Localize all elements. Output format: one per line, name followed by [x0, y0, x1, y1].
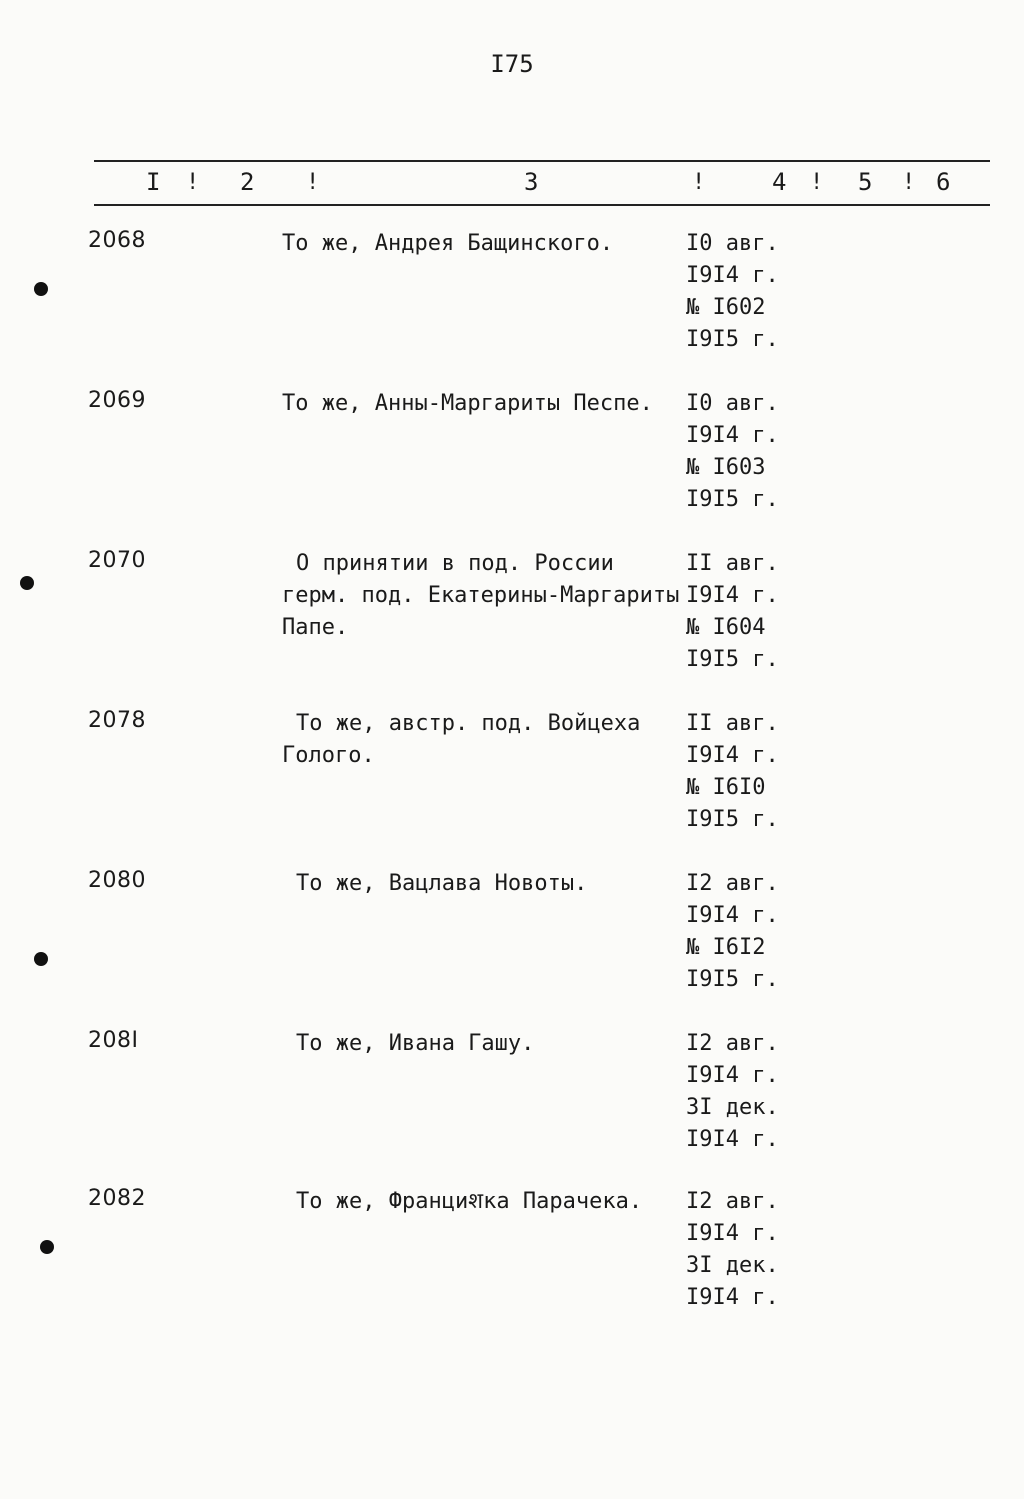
record-date-line: II авг. [686, 711, 779, 736]
record-date-line: I9I5 г. [686, 327, 779, 352]
record-dates [686, 708, 779, 836]
punch-hole-mark [20, 576, 34, 590]
record-date-line: I2 авг. [686, 871, 779, 896]
record-date-line: I9I4 г. [686, 743, 779, 768]
record-date-line: I2 авг. [686, 1031, 779, 1056]
record-title [282, 708, 682, 772]
record-date-line: I9I4 г. [686, 1285, 779, 1310]
punch-hole-mark [34, 282, 48, 296]
col-separator: ! [186, 170, 200, 195]
record-date-line: № I603 [686, 455, 766, 480]
record-number: 208I [88, 1028, 139, 1053]
table-top-rule [94, 160, 990, 162]
record-dates [686, 1028, 779, 1156]
record-dates [686, 1186, 779, 1314]
record-date-line: I9I5 г. [686, 647, 779, 672]
record-title-line: То же, Вацлава Новоты. [296, 871, 588, 896]
table-row [0, 388, 1024, 528]
record-date-line: № I604 [686, 615, 766, 640]
col-header-4: 4 [772, 168, 787, 196]
table-row [0, 708, 1024, 848]
record-date-line: I0 авг. [686, 391, 779, 416]
record-title-line: То же, австр. под. Войцеха [296, 711, 641, 736]
record-dates [686, 228, 779, 356]
record-dates [686, 548, 779, 676]
record-title [282, 228, 682, 260]
punch-hole-mark [34, 952, 48, 966]
record-date-line: № I602 [686, 295, 766, 320]
record-number: 2068 [88, 228, 146, 253]
page-number: I75 [490, 50, 534, 78]
record-title [282, 1028, 682, 1060]
col-header-5: 5 [858, 168, 873, 196]
col-separator: ! [306, 170, 320, 195]
record-title-line: То же, Ивана Гашу. [296, 1031, 535, 1056]
record-number: 2070 [88, 548, 146, 573]
record-date-line: I9I5 г. [686, 967, 779, 992]
record-title [282, 388, 682, 420]
record-date-line: I9I4 г. [686, 263, 779, 288]
record-number: 2080 [88, 868, 146, 893]
record-date-line: I9I5 г. [686, 807, 779, 832]
record-title-line: Папе. [282, 615, 349, 640]
record-title-line: герм. под. Екатерины-Маргариты [282, 583, 680, 608]
col-header-1: I [146, 168, 161, 196]
col-header-3: 3 [524, 168, 539, 196]
record-title-line: То же, Анны-Маргариты Песпе. [282, 391, 653, 416]
record-title [282, 868, 682, 900]
record-title [282, 548, 682, 644]
record-dates [686, 388, 779, 516]
record-date-line: I9I4 г. [686, 903, 779, 928]
record-dates [686, 868, 779, 996]
record-date-line: 3I дек. [686, 1253, 779, 1278]
col-separator: ! [810, 170, 824, 195]
record-title-line: То же, Андрея Бащинского. [282, 231, 614, 256]
record-title-line: О принятии в под. России [296, 551, 614, 576]
record-title-line: Голого. [282, 743, 375, 768]
record-date-line: I9I4 г. [686, 423, 779, 448]
record-date-line: I9I4 г. [686, 1221, 779, 1246]
record-number: 2082 [88, 1186, 146, 1211]
col-header-6: 6 [936, 168, 951, 196]
record-number: 2069 [88, 388, 146, 413]
table-row [0, 548, 1024, 688]
record-date-line: I9I4 г. [686, 1063, 779, 1088]
record-date-line: № I6I2 [686, 935, 766, 960]
table-row [0, 1028, 1024, 1168]
col-header-2: 2 [240, 168, 255, 196]
table-row [0, 1186, 1024, 1326]
record-date-line: I9I4 г. [686, 1127, 779, 1152]
table-bottom-rule [94, 204, 990, 206]
table-row [0, 228, 1024, 368]
col-separator: ! [692, 170, 706, 195]
table-row [0, 868, 1024, 1008]
record-date-line: I9I5 г. [686, 487, 779, 512]
record-title-line: То же, Франциशка Парачека. [296, 1189, 643, 1214]
record-date-line: 3I дек. [686, 1095, 779, 1120]
col-separator: ! [902, 170, 916, 195]
punch-hole-mark [40, 1240, 54, 1254]
record-title [282, 1186, 682, 1218]
record-date-line: I9I4 г. [686, 583, 779, 608]
record-date-line: № I6I0 [686, 775, 766, 800]
record-date-line: II авг. [686, 551, 779, 576]
record-number: 2078 [88, 708, 146, 733]
record-date-line: I0 авг. [686, 231, 779, 256]
record-date-line: I2 авг. [686, 1189, 779, 1214]
